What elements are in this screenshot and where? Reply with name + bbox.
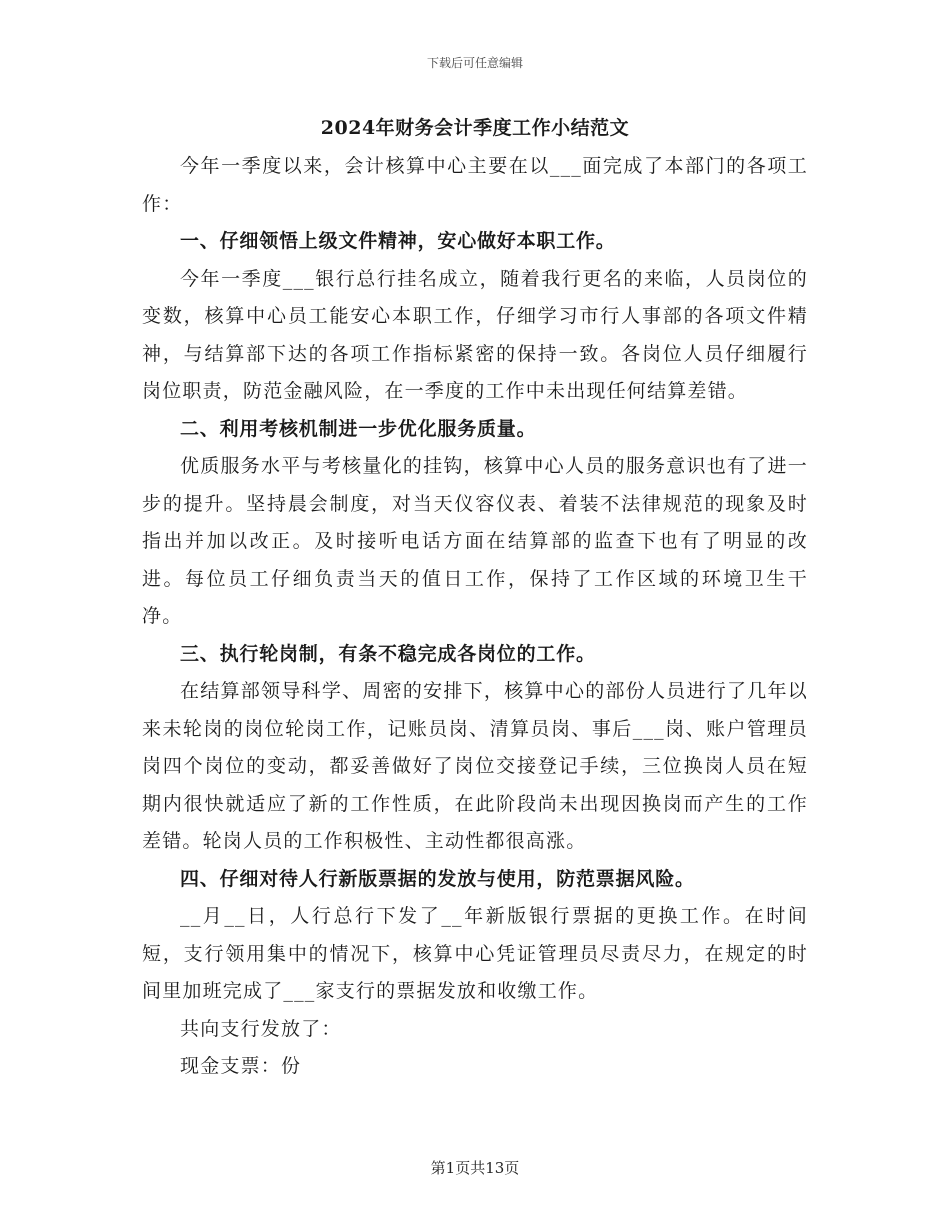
- paragraph: 在结算部领导科学、周密的安排下，核算中心的部份人员进行了几年以来未轮岗的岗位轮岗工作，记账员岗、清算员岗、事后___岗、账户管理员岗四个岗位的变动，都妥善做好了岗位交接登记手续，三位换岗人员在短期内很快就适应了新的工作性质，在此阶段尚未出现因换岗而产生的工作差错。轮岗人员的工作积极性、主动性都很高涨。: [142, 680, 808, 852]
- document-body: [142, 112, 808, 1086]
- paragraph: 优质服务水平与考核量化的挂钩，核算中心人员的服务意识也有了进一步的提升。坚持晨会制度，对当天仪容仪表、着装不法律规范的现象及时指出并加以改正。及时接听电话方面在结算部的监查下也有了明显的改进。每位员工仔细负责当天的值日工作，保持了工作区域的环境卫生干净。: [142, 455, 808, 627]
- page-number: 第1页共13页: [430, 1159, 520, 1177]
- paragraph: 今年一季度___银行总行挂名成立，随着我行更名的来临，人员岗位的变数，核算中心员工能安心本职工作，仔细学习市行人事部的各项文件精神，与结算部下达的各项工作指标紧密的保持一致。各岗位人员仔细履行岗位职责，防范金融风险，在一季度的工作中未出现任何结算差错。: [142, 267, 808, 402]
- section-heading: 四、仔细对待人行新版票据的发放与使用，防范票据风险。: [180, 867, 695, 890]
- section-heading: 一、仔细领悟上级文件精神，安心做好本职工作。: [180, 230, 616, 252]
- page-header-note: 下载后可任意编辑: [426, 56, 523, 70]
- document-title: 2024年财务会计季度工作小结范文: [320, 117, 630, 139]
- document-blocks: [142, 148, 808, 1086]
- paragraph: 共向支行发放了：: [180, 1017, 342, 1040]
- paragraph: 现金支票：份: [180, 1055, 302, 1077]
- paragraph: 今年一季度以来，会计核算中心主要在以___面完成了本部门的各项工作：: [142, 155, 808, 215]
- section-heading: 三、执行轮岗制，有条不稳完成各岗位的工作。: [180, 642, 596, 665]
- paragraph: __月__日，人行总行下发了__年新版银行票据的更换工作。在时间短，支行领用集中的情况下，核算中心凭证管理员尽责尽力，在规定的时间里加班完成了___家支行的票据发放和收缴工作。: [142, 905, 808, 1002]
- section-heading: 二、利用考核机制进一步优化服务质量。: [180, 417, 537, 440]
